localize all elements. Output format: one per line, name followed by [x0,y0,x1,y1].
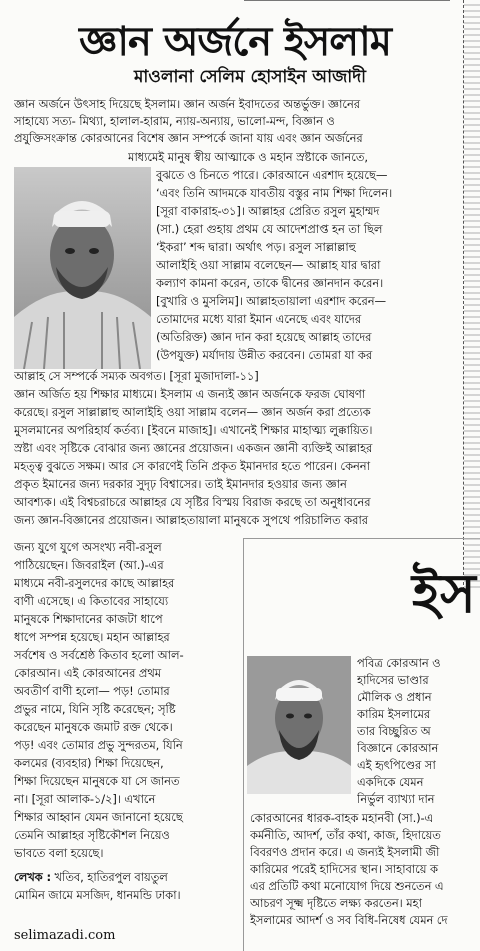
neighbor-line: ইসলামের আদর্শ ও সব বিধি-নিষেধ যেমন দে [250,913,448,927]
body-line: ‘এবং তিনি আদমকে যাবতীয় বস্তুর নাম শিক্ষা দিলেন। [156,186,393,200]
column-line: করেছেন মানুষকে জমাট রক্ত থেকে। [14,720,173,734]
writer-line: মোমিন জামে মসজিদ, ধানমন্ডি ঢাকা। [14,888,181,902]
column-line: কোরআন। এই কোরআনের প্রথম [14,666,161,680]
column-line: বাণী এসেছে। এ কিতাবের সাহায্যে [14,594,169,608]
author-photo [14,167,151,369]
intro-line: সাহায্যে সত্য- মিথ্যা, হালাল-হারাম, ন্যায়-অন্যায়, ভালো-মন্দ, বিজ্ঞান ও [14,114,335,128]
neighbor-line: পবিত্র কোরআন ও [357,656,441,670]
neighbor-author-photo [247,656,351,794]
neighbor-line: কোরআনের ধারক-বাহক মহানবী (সা.)-এ [250,811,434,825]
neighbor-line: একদিকে যেমন [357,775,424,789]
column-line: প্রভুর নামে, যিনি সৃষ্টি করেছেন; সৃষ্টি [14,702,176,716]
article-title: জ্ঞান অর্জনে ইসলাম [79,19,391,65]
column-line: জন্য যুগে যুগে অসংখ্য নবী-রসুল [14,540,162,554]
column-line: শিক্ষা দিয়েছেন মানুষকে যা সে জানত [14,774,180,788]
article-author: মাওলানা সেলিম হোসাইন আজাদী [133,67,367,87]
neighbor-line: মৌলিক ও প্রধান [357,690,432,704]
column-line: শিক্ষার আহ্বান যেমন জানানো হয়েছে [14,810,183,824]
body-line: বুঝতে ও চিনতে পারে। কোরআনে এরশাদ হয়েছে— [156,168,388,182]
neighbor-text-strip [464,0,480,590]
column-line: মানুষকে শিক্ষাদানের কাজটা ধাপে [14,612,163,626]
body-line: আবশ্যক। এই বিশ্বচরাচরে আল্লাহর যে সৃষ্টির বিস্ময় বিরাজ করছে তা অনুধাবনের [14,495,371,509]
neighbor-line: তার বিচ্ছুরিত অ [357,724,431,738]
column-line: ধাপে সম্পন্ন হয়েছে। মহান আল্লাহর [14,630,170,644]
body-line: [সূরা বাকারাহ-৩১]। আল্লাহর প্রেরিত রসুল মুহাম্মদ [156,204,380,218]
neighbor-line: কর্মনীতি, আদর্শ, তাঁর কথা, কাজ, হিদায়েত [250,828,441,842]
neighbor-line: বিবরণও প্রদান করে। এ জন্যই ইসলামী জী [250,845,440,859]
body-line: মহত্ত্ব বুঝতে সক্ষম। আর সে কারণেই তিনি প্রকৃত ইমানদার হতে পারেন। কেননা [14,459,370,473]
neighbor-line: এই হৃৎপিণ্ডের সা [357,758,436,772]
body-line: কল্যাণ কামনা করেন, তাকে দ্বীনের জ্ঞানদান করেন। [156,276,384,290]
body-line: মুসলমানের অপরিহার্য কর্তব্য। [ইবনে মাজাহ]। এখানেই শিক্ষার মাহাত্ম্য লুক্কায়িত। [14,423,373,437]
top-border [244,0,450,1]
body-line: জ্ঞান অর্জিত হয় শিক্ষার মাধ্যমে। ইসলাম এ জন্যই জ্ঞান অর্জনকে ফরজ ঘোষণা [14,387,366,401]
column-line: না। [সূরা আলাক-১/২]। এখানে [14,792,156,806]
body-line: তোমাদের মধ্যে যারা ইমান এনেছে এবং যাদের [156,312,362,326]
column-line: পড়! এবং তোমার প্রভু সুন্দরতম, যিনি [14,738,183,752]
neighbor-line: নির্ভুল ব্যাখ্যা দান [357,792,435,806]
body-line: স্রষ্টা এবং সৃষ্টিকে বোঝার জন্য জ্ঞানের প্রয়োজন। একজন জ্ঞানী ব্যক্তিই আল্লাহর [14,441,373,455]
body-line: প্রকৃত ইমানের জন্য দরকার সুদৃঢ় বিশ্বাসের। তাই ইমানদার হওয়ার জন্য জ্ঞান [14,477,347,491]
writer-line: খতিব, হাতিরপুল বায়তুল [54,870,168,884]
body-line: আলাইহি ওয়া সাল্লাম বলেছেন— আল্লাহ যার দ্বারা [156,258,381,272]
body-line: (অতিরিক্ত) জ্ঞান দান করা হয়েছে আল্লাহ তাদের [156,330,372,344]
intro-line: জ্ঞান অর্জনে উৎসাহ দিয়েছে ইসলাম। জ্ঞান অর্জন ইবাদতের অন্তর্ভুক্ত। জ্ঞানের [14,97,361,111]
body-line: জন্য জ্ঞান-বিজ্ঞানের প্রয়োজন। আল্লাহতায়ালা মানুষকে সুপথে পরিচালিত করার [14,513,368,527]
intro-line: প্রযুক্তিসংক্রান্ত কোরআনের বিশেষ জ্ঞান সম্পর্কে জানা যায় এবং জ্ঞান অর্জনের [14,131,363,145]
neighbor-line: বিজ্ঞানে কোরআন [357,741,439,755]
neighbor-line: কারিমের পরেই হাদিসের স্থান। সাহাবায়ে ক [250,862,438,876]
column-line: অবতীর্ণ বাণী হলো— পড়! তোমার [14,684,170,698]
column-line: ভাবতে বলা হয়েছে। [14,846,104,860]
neighbor-line: এর প্রতিটি কথা মনোযোগ দিয়ে শুনতেন এ [250,879,444,893]
body-line: ‘ইকরা’ শব্দ দ্বারা। অর্থাৎ পড়। রসুল সাল্লাল্লাহু [156,240,356,254]
neighbor-title: ইস [412,562,476,625]
column-line: কলমের (ব্যবহার) শিক্ষা দিয়েছেন, [14,756,164,770]
column-line: তেমনি আল্লাহর সৃষ্টিকৌশল নিয়েও [14,828,170,842]
body-line: (সা.) হেরা গুহায় প্রথম যে আদেশপ্রাপ্ত হন তা ছিল [156,222,383,236]
body-line: [বুখারি ও মুসলিম]। আল্লাহতায়ালা এরশাদ করেন— [156,294,386,308]
body-line: আল্লাহ সে সম্পর্কে সম্যক অবগত। [সূরা মুজাদালা-১১] [14,369,259,383]
writer-label: লেখক : [14,870,51,884]
body-line: (উপযুক্ত) মর্যাদায় উন্নীত করবেন। তোমরা যা কর [156,348,373,362]
neighbor-line: হাদিসের ভাণ্ডার [357,673,429,687]
website-url: selimazadi.com [14,928,116,943]
body-line: করেছে। রসুল সাল্লাল্লাহু আলাইহি ওয়া সাল্লাম বলেন— জ্ঞান অর্জন করা প্রত্যেক [14,405,371,419]
section-divider-horizontal [243,538,480,539]
section-divider-vertical [243,538,244,951]
neighbor-line: আচরণ সূক্ষ্ম দৃষ্টিতে লক্ষ্য করতেন। মহা [250,896,422,910]
body-line: মাধ্যমেই মানুষ স্বীয় আত্মাকে ও মহান স্রষ্টাকে জানতে, [128,150,368,164]
column-line: মাধ্যমে নবী-রসুলদের কাছে আল্লাহর [14,576,175,590]
neighbor-line: কারিম ইসলামের [357,707,431,721]
column-line: পাঠিয়েছেন। জিবরাইল (আ.)-এর [14,558,164,572]
column-line: সর্বশেষ ও সর্বশ্রেষ্ঠ কিতাব হলো আল- [14,648,184,662]
